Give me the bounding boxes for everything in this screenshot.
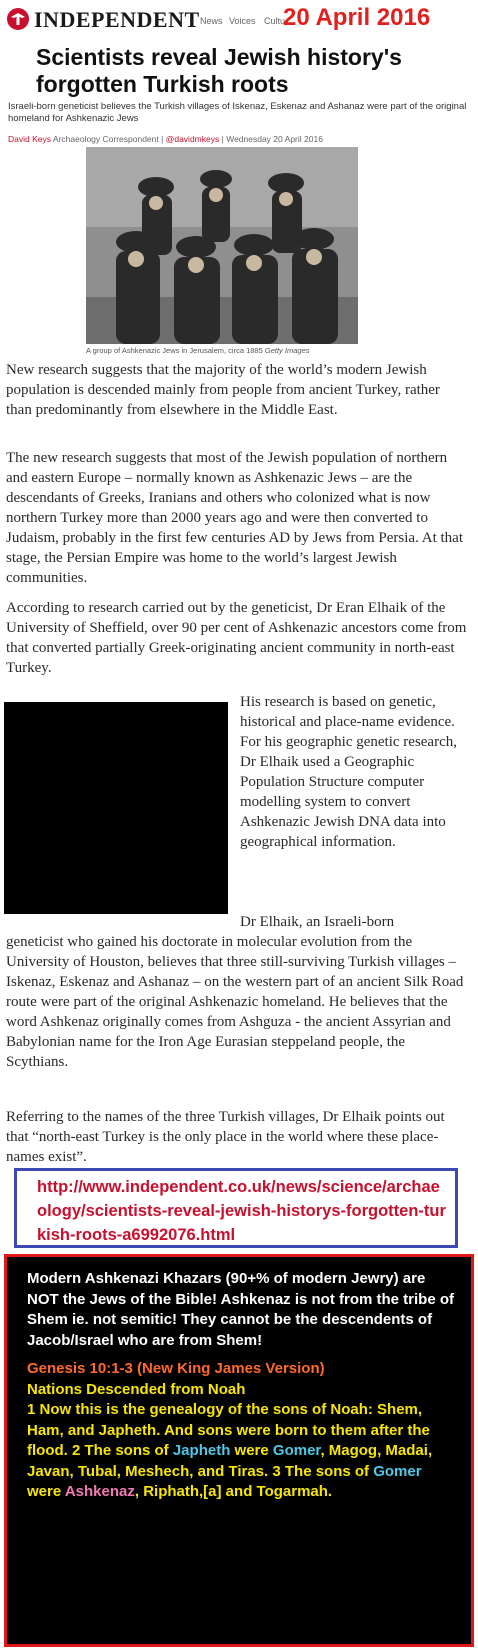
commentary-box: [4, 1254, 474, 1647]
verse-text: , Riphath,[a] and Togarmah.: [134, 1483, 333, 1500]
author-twitter-link[interactable]: @davidmkeys: [165, 134, 220, 144]
author-link[interactable]: David Keys: [8, 134, 51, 144]
highlight-gomer: Gomer: [272, 1442, 321, 1459]
date-annotation: 20 April 2016: [283, 4, 431, 31]
byline-separator: |: [161, 134, 164, 144]
article-paragraph: Referring to the names of the three Turkish villages, Dr Elhaik points out that “north-east Turkey is the only place in the world where these place-names exist”.: [6, 1109, 445, 1165]
photo-caption: [86, 346, 386, 355]
publish-date: Wednesday 20 April 2016: [226, 134, 323, 144]
verse-text: , Magog, Madai, Javan, Tubal, Meshech, and Tiras. 3 The sons of: [27, 1442, 433, 1480]
verse-text: 1 Now this is the genealogy of the sons of Noah: Shem, Ham, and Japheth. And sons were born to them after the flood. 2 The sons of: [27, 1401, 430, 1459]
scripture-heading: Nations Descended from Noah: [27, 1380, 246, 1398]
article-standfirst: Israeli-born geneticist believes the Turkish villages of Iskenaz, Eskenaz and Ashanaz were part of the original homeland for Ashkenazic Jews: [8, 101, 467, 124]
article-paragraph: Dr Elhaik, an Israeli-born: [240, 914, 395, 930]
source-url-link[interactable]: http://www.independent.co.uk/news/science/archaeology/scientists-reveal-jewish-historys-forgotten-turkish-roots-a6992076.html: [14, 1168, 458, 1248]
masthead: [6, 4, 472, 34]
scripture-verses: [27, 1400, 457, 1503]
article-paragraph: His research is based on genetic, historical and place-name evidence. For his geographic genetic research, Dr Elhaik used a Geographic Population Structure computer modelling system to convert Ashkenazic Jewish DNA data into geographical information.: [240, 694, 457, 850]
article-paragraph: geneticist who gained his doctorate in molecular evolution from the University of Houston, believes that three still-surviving Turkish villages – Iskenaz, Eskenaz and Ashanaz – on the western part of an ancient Silk Road route were part of the original Ashkenazic homeland. He believes that the word Ashkenaz originally comes from Ashguza - the ancient Assyrian and Babylonian name for the Iron Age Eurasian steppeland people, the Scythians.: [6, 934, 464, 1070]
eagle-logo-icon: [6, 7, 30, 31]
article-paragraph: The new research suggests that most of the Jewish population of northern and eastern Europe – normally known as Ashkenazic Jews – are the descendants of Greeks, Iranians and others who colonized what is now northern Turkey more than 2000 years ago and were then converted to Judaism, probably in the first few centuries AD by Jews from Persia. At that stage, the Persian Empire was home to the world’s largest Jewish communities.: [6, 450, 464, 586]
commentary-statement: Modern Ashkenazi Khazars (90+% of modern Jewry) are NOT the Jews of the Bible! Ashkenaz is not from the tribe of Shem ie. not semitic! They cannot be the descendents of Jacob/Israel who are from Shem!: [27, 1270, 454, 1349]
nav-link-culture[interactable]: Cultu: [264, 16, 286, 26]
nav-link-voices[interactable]: Voices: [229, 16, 256, 26]
scripture-reference: Genesis 10:1-3 (New King James Version): [27, 1360, 325, 1377]
article-paragraph: According to research carried out by the geneticist, Dr Eran Elhaik of the University of Sheffield, over 90 per cent of Ashkenazic ancestors come from that converted partially Greek-originating ancient community in north-east Turkey.: [6, 600, 467, 676]
article-headline: Scientists reveal Jewish history's forgotten Turkish roots: [36, 44, 402, 97]
article-paragraph: New research suggests that the majority of the world’s modern Jewish population is descended mainly from people from ancient Turkey, rather than predominantly from elsewhere in the Middle East.: [6, 362, 440, 418]
highlight-gomer: Gomer: [373, 1462, 422, 1480]
article-photo: [86, 147, 358, 344]
author-role: Archaeology Correspondent: [52, 134, 159, 144]
verse-text: were: [234, 1442, 269, 1459]
redacted-media-block: [4, 702, 228, 914]
group-portrait-image: [86, 147, 358, 344]
article-byline: [8, 134, 468, 144]
byline-separator: |: [221, 134, 224, 144]
publication-logo[interactable]: INDEPENDENT: [34, 7, 200, 32]
photo-credit: Getty Images: [264, 346, 310, 355]
verse-text: were: [27, 1483, 62, 1500]
caption-text: A group of Ashkenazic Jews in Jerusalem, circa 1885: [86, 346, 263, 355]
nav-link-news[interactable]: News: [200, 16, 223, 26]
highlight-ashkenaz: Ashkenaz: [64, 1483, 135, 1500]
highlight-japheth: Japheth: [172, 1442, 231, 1459]
